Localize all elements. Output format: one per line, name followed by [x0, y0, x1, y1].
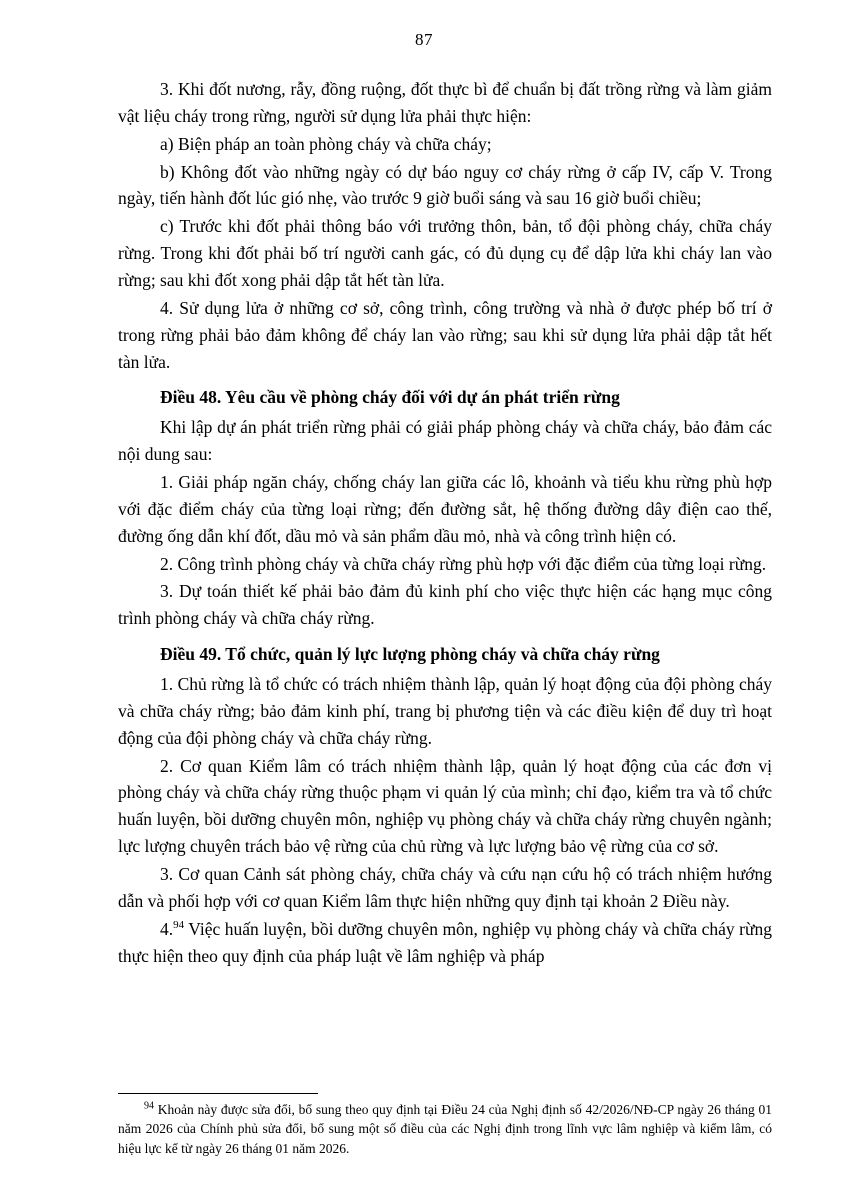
paragraph-article48-item-3: 3. Dự toán thiết kế phải bảo đảm đủ kinh phí cho việc thực hiện các hạng mục công trình phòng cháy và chữa cháy rừng.	[118, 581, 772, 629]
paragraph-item-4-text: Việc huấn luyện, bồi dưỡng chuyên môn, nghiệp vụ phòng cháy và chữa cháy rừng thực hiện theo quy định của pháp luật về lâm nghiệp và pháp	[118, 918, 772, 966]
page-number: 87	[415, 30, 433, 49]
page-body	[0, 76, 848, 970]
paragraph-article48-item-1: 1. Giải pháp ngăn cháy, chống cháy lan giữa các lô, khoảnh và tiểu khu rừng phù hợp với đặc điểm cháy của từng loại rừng; đến đường sắt, hệ thống đường dây điện cao thế, đường ống dẫn khí đốt, dầu mỏ và sản phẩm dầu mỏ, nhà và công trình hiện có.	[118, 472, 772, 546]
paragraph-article49-item-3: 3. Cơ quan Cảnh sát phòng cháy, chữa cháy và cứu nạn cứu hộ có trách nhiệm hướng dẫn và phối hợp với cơ quan Kiểm lâm thực hiện những quy định tại khoản 2 Điều này.	[118, 864, 772, 911]
footnote-number: 94	[144, 1100, 154, 1112]
paragraph-item-4: 4. Sử dụng lửa ở những cơ sở, công trình, công trường và nhà ở được phép bố trí ở trong rừng phải bảo đảm không để cháy lan vào rừng; sau khi sử dụng lửa phải dập tắt hết tàn lửa.	[118, 297, 772, 372]
paragraph-item-3: 3. Khi đốt nương, rẫy, đồng ruộng, đốt thực bì để chuẩn bị đất trồng rừng và làm giảm vật liệu cháy trong rừng, người sử dụng lửa phải thực hiện:	[118, 79, 772, 126]
paragraph-item-3b: b) Không đốt vào những ngày có dự báo nguy cơ cháy rừng ở cấp IV, cấp V. Trong ngày, tiến hành đốt lúc gió nhẹ, vào trước 9 giờ buổi sáng và sau 16 giờ buổi chiều;	[118, 161, 772, 209]
paragraph-article48-intro: Khi lập dự án phát triển rừng phải có giải pháp phòng cháy và chữa cháy, bảo đảm các nội dung sau:	[118, 417, 772, 465]
article-heading-49: Điều 49. Tổ chức, quản lý lực lượng phòng cháy và chữa cháy rừng	[160, 644, 660, 665]
article-heading-48: Điều 48. Yêu cầu về phòng cháy đối với dự án phát triển rừng	[160, 387, 620, 408]
footnote-separator	[118, 1093, 318, 1094]
paragraph-article49-item-1: 1. Chủ rừng là tổ chức có trách nhiệm thành lập, quản lý hoạt động của đội phòng cháy và chữa cháy rừng; bảo đảm kinh phí, trang bị phương tiện và các điều kiện để duy trì hoạt động của đội phòng cháy và chữa cháy rừng.	[118, 674, 772, 748]
paragraph-article48-item-2: 2. Công trình phòng cháy và chữa cháy rừng phù hợp với đặc điểm của từng loại rừng.	[160, 553, 767, 574]
paragraph-item-3a: a) Biện pháp an toàn phòng cháy và chữa cháy;	[160, 133, 492, 154]
footnote-text: Khoản này được sửa đổi, bổ sung theo quy định tại Điều 24 của Nghị định số 42/2026/NĐ-CP ngày 26 tháng 01 năm 2026 của Chính phủ sửa đổi, bổ sung một số điều của các Nghị định trong lĩnh vực lâm nghiệp và kiểm lâm, có hiệu lực kể từ ngày 26 tháng 01 năm 2026.	[118, 1102, 772, 1156]
footnote-area	[118, 1093, 772, 1158]
paragraph-item-3c: c) Trước khi đốt phải thông báo với trưởng thôn, bản, tổ đội phòng cháy, chữa cháy rừng. Trong khi đốt phải bố trí người canh gác, có đủ dụng cụ để dập lửa khi cháy lan vào rừng; sau khi đốt xong phải dập tắt hết tàn lửa.	[118, 216, 772, 291]
footnote-reference-94: 94	[173, 918, 185, 931]
footnote-94	[118, 1100, 772, 1158]
paragraph-article49-item-4	[118, 916, 772, 970]
paragraph-article49-item-2: 2. Cơ quan Kiểm lâm có trách nhiệm thành lập, quản lý hoạt động của các đơn vị phòng cháy và chữa cháy rừng thuộc phạm vi quản lý của mình; chỉ đạo, kiểm tra và tổ chức huấn luyện, bồi dưỡng chuyên môn, nghiệp vụ phòng cháy và chữa cháy rừng chuyên ngành; lực lượng chuyên trách bảo vệ rừng của chủ rừng và lực lượng bảo vệ rừng của cơ sở.	[118, 755, 772, 857]
paragraph-item-number: 4.	[160, 918, 174, 939]
